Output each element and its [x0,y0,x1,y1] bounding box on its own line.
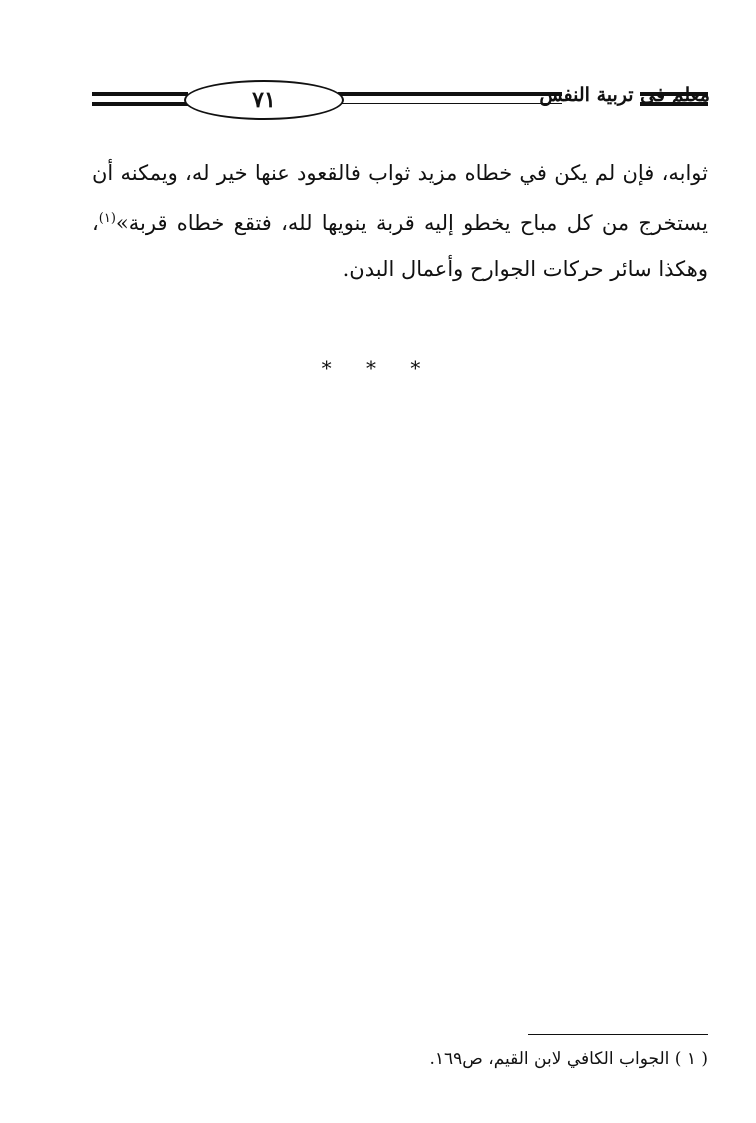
section-separator: * * * [321,356,435,380]
page-header [92,78,708,122]
footnote-reference: (١) [98,211,116,226]
paragraph [92,150,708,292]
header-rule-middle-thin [338,103,562,104]
page-number: ٧١ [252,87,276,113]
header-rule-left-thick-2 [92,102,188,106]
page-number-oval [184,80,344,120]
header-rule-left-thick [92,92,188,96]
paragraph-text-before-ref: ثوابه، فإن لم يكن في خطاه مزيد ثواب فالقعود عنها خير له، ويمكنه أن يستخرج من كل مباح يخطو إليه قربة ينويها لله، فتقع خطاه قربة» [92,161,708,235]
paragraph-text-after-ref: ، وهكذا سائر حركات الجوارح وأعمال البدن. [92,211,708,281]
footnote: ( ١ ) الجواب الكافي لابن القيم، ص١٦٩. [429,1049,708,1069]
footnote-rule [528,1034,708,1035]
body-text [92,150,708,292]
header-rule-middle-thick [338,92,562,96]
running-title: معلم في تربية النفس [539,84,710,106]
